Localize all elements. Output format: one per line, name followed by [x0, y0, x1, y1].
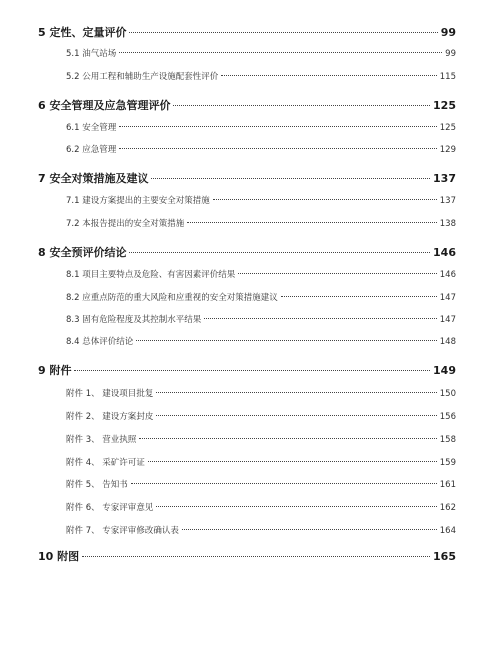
toc-leader-dots [148, 461, 437, 462]
toc-leader-dots [129, 32, 437, 33]
toc-entry-label: 附件 6、 专家评审意见 [66, 503, 154, 513]
toc-page-number: 162 [439, 503, 456, 513]
toc-page-number: 156 [439, 412, 456, 422]
toc-section-7-2[interactable] [66, 217, 456, 229]
toc-attachment-3[interactable] [66, 433, 456, 445]
toc-attachment-6[interactable] [66, 501, 456, 513]
toc-entry-label: 附件 2、 建设方案封皮 [66, 412, 154, 422]
toc-leader-dots [221, 75, 437, 76]
toc-page-number: 137 [433, 172, 456, 185]
toc-leader-dots [182, 529, 437, 530]
toc-chapter-5[interactable] [38, 24, 456, 40]
toc-leader-dots [119, 52, 442, 53]
toc-page-number: 125 [433, 99, 456, 112]
toc-attachment-7[interactable] [66, 524, 456, 536]
toc-entry-label: 10 附图 [38, 550, 80, 563]
toc-entry-label: 8.3 固有危险程度及其控制水平结果 [66, 315, 202, 325]
toc-page-number: 158 [439, 435, 456, 445]
toc-leader-dots [151, 178, 430, 179]
toc-leader-dots [136, 340, 437, 341]
toc-section-8-2[interactable] [66, 291, 456, 303]
toc-leader-dots [156, 392, 436, 393]
toc-chapter-9[interactable] [38, 362, 456, 378]
toc-page-number: 150 [439, 389, 456, 399]
toc-entry-label: 附件 5、 告知书 [66, 480, 128, 490]
toc-leader-dots [156, 415, 436, 416]
toc-section-8-3[interactable] [66, 313, 456, 325]
toc-entry-label: 5 定性、定量评价 [38, 26, 127, 39]
toc-leader-dots [82, 556, 430, 557]
toc-entry-label: 6 安全管理及应急管理评价 [38, 99, 171, 112]
toc-section-5-2[interactable] [66, 70, 456, 82]
toc-entry-label: 附件 1、 建设项目批复 [66, 389, 154, 399]
toc-leader-dots [119, 148, 437, 149]
toc-entry-label: 附件 7、 专家评审修改确认表 [66, 526, 179, 536]
toc-leader-dots [173, 105, 430, 106]
toc-page-number: 115 [439, 72, 456, 82]
toc-attachment-5[interactable] [66, 478, 456, 490]
toc-entry-label: 8.4 总体评价结论 [66, 337, 134, 347]
toc-page-number: 99 [440, 26, 456, 39]
toc-entry-label: 7.1 建设方案提出的主要安全对策措施 [66, 196, 210, 206]
toc-leader-dots [156, 506, 436, 507]
toc-page-number: 164 [439, 526, 456, 536]
toc-attachment-4[interactable] [66, 456, 456, 468]
toc-leader-dots [139, 438, 436, 439]
toc-leader-dots [129, 252, 430, 253]
toc-leader-dots [238, 273, 437, 274]
toc-leader-dots [213, 199, 437, 200]
toc-page-number: 137 [439, 196, 456, 206]
toc-page-number: 138 [439, 219, 456, 229]
toc-page-number: 148 [439, 337, 456, 347]
toc-section-7-1[interactable] [66, 194, 456, 206]
toc-attachment-1[interactable] [66, 387, 456, 399]
toc-leader-dots [119, 126, 437, 127]
toc-entry-label: 8.2 应重点防范的重大风险和应重视的安全对策措施建议 [66, 293, 278, 303]
toc-leader-dots [74, 370, 430, 371]
toc-page-number: 149 [433, 364, 456, 377]
toc-chapter-10[interactable] [38, 548, 456, 564]
toc-section-8-1[interactable] [66, 268, 456, 280]
toc-entry-label: 6.1 安全管理 [66, 123, 117, 133]
toc-entry-label: 6.2 应急管理 [66, 145, 117, 155]
toc-attachment-2[interactable] [66, 410, 456, 422]
toc-entry-label: 8 安全预评价结论 [38, 246, 127, 259]
toc-entry-label: 7 安全对策措施及建议 [38, 172, 149, 185]
toc-entry-label: 附件 4、 采矿许可证 [66, 458, 145, 468]
toc-entry-label: 附件 3、 营业执照 [66, 435, 137, 445]
toc-leader-dots [131, 483, 437, 484]
toc-entry-label: 7.2 本报告提出的安全对策措施 [66, 219, 185, 229]
toc-entry-label: 8.1 项目主要特点及危险、有害因素评价结果 [66, 270, 236, 280]
toc-section-5-1[interactable] [66, 47, 456, 59]
toc-page-number: 159 [439, 458, 456, 468]
toc-page-number: 146 [439, 270, 456, 280]
toc-section-8-4[interactable] [66, 335, 456, 347]
toc-page-number: 129 [439, 145, 456, 155]
toc-section-6-2[interactable] [66, 143, 456, 155]
toc-chapter-8[interactable] [38, 244, 456, 260]
toc-page-number: 165 [433, 550, 456, 563]
toc-chapter-6[interactable] [38, 97, 456, 113]
toc-page-number: 147 [439, 315, 456, 325]
toc-leader-dots [204, 318, 437, 319]
toc-page-number: 99 [445, 49, 456, 59]
toc-entry-label: 5.1 油气站场 [66, 49, 117, 59]
toc-page-number: 146 [433, 246, 456, 259]
toc-section-6-1[interactable] [66, 121, 456, 133]
toc-entry-label: 5.2 公用工程和辅助生产设施配套性评价 [66, 72, 219, 82]
toc-chapter-7[interactable] [38, 170, 456, 186]
toc-leader-dots [187, 222, 437, 223]
toc-leader-dots [281, 296, 437, 297]
toc-page-number: 147 [439, 293, 456, 303]
toc-page-number: 161 [439, 480, 456, 490]
toc-entry-label: 9 附件 [38, 364, 72, 377]
toc-page-number: 125 [439, 123, 456, 133]
